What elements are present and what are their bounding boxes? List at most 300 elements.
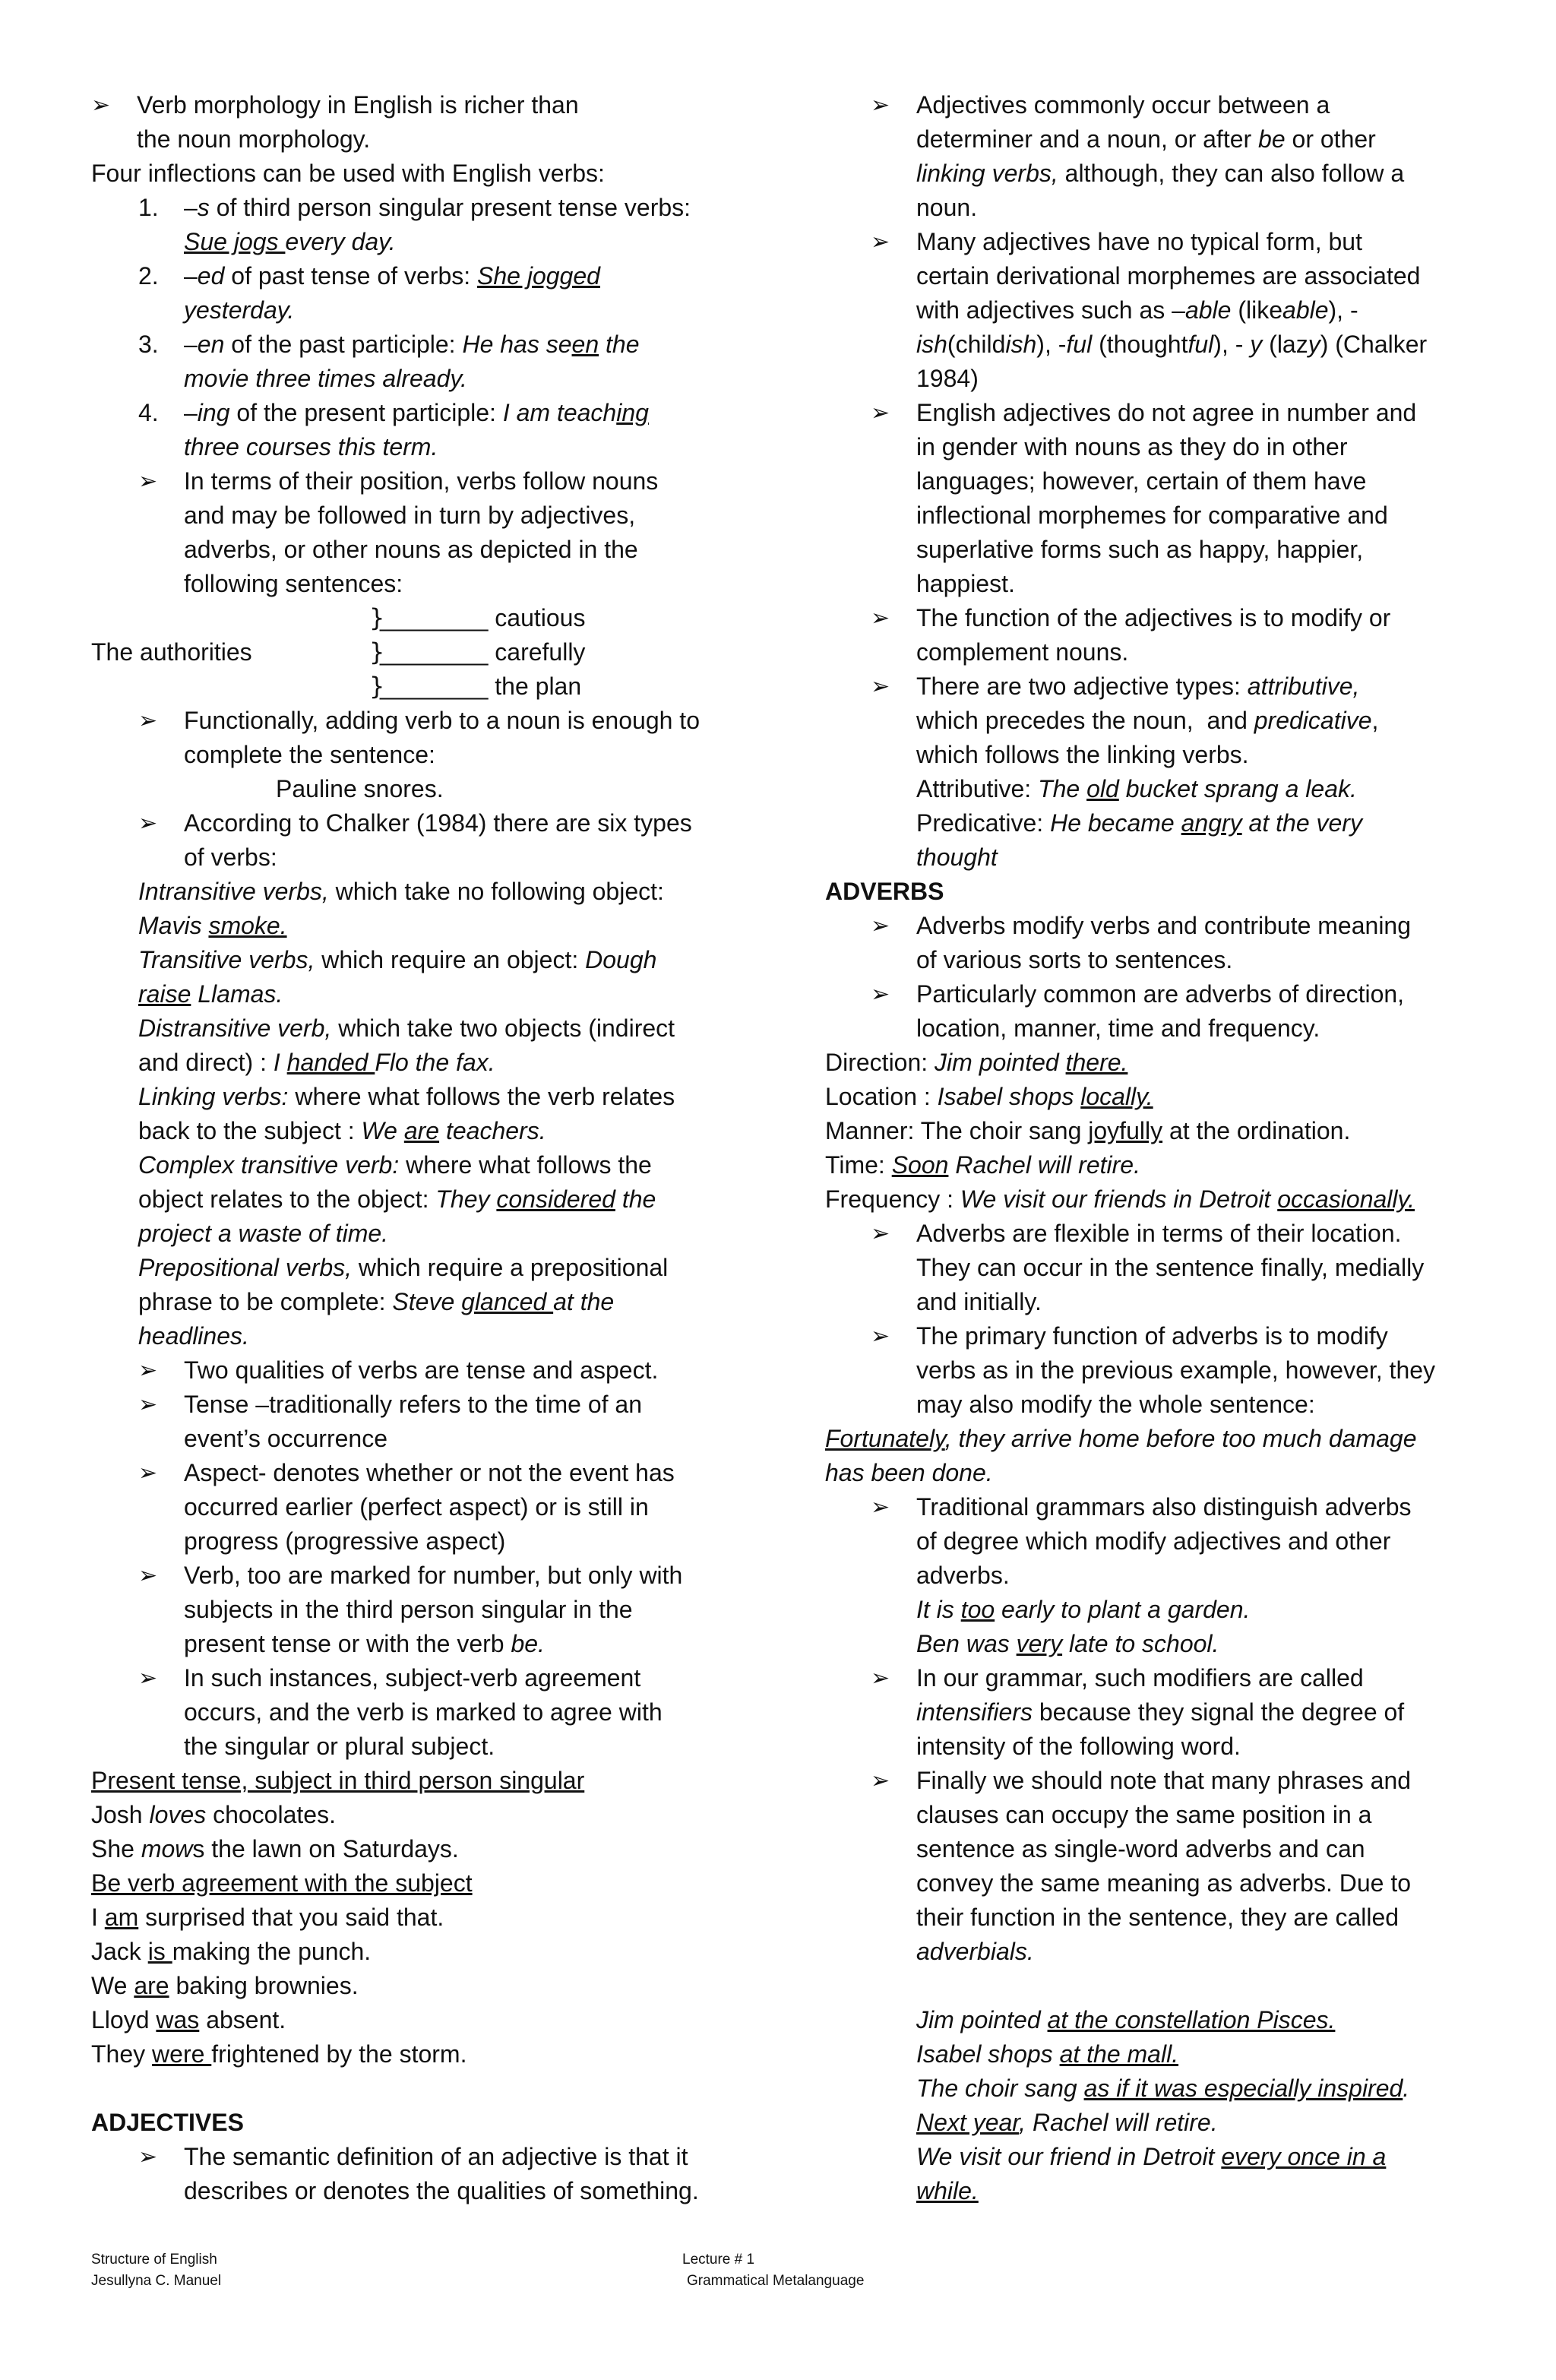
text-run: their function in the sentence, they are called [916,1904,1399,1931]
footer-topic: Grammatical Metalanguage [687,2273,865,2289]
text-run: Distransitive verb, [138,1014,332,1042]
text-run: occasionally. [1277,1185,1415,1213]
text-run: of the past participle: [224,331,463,358]
text-run: I am teach [502,399,617,426]
bullet-adverbs-modify [916,909,1494,977]
text-run: We visit our friends in Detroit [960,1185,1278,1213]
frame-row-3: }________ the plan [369,672,582,701]
heading-adjectives: ADJECTIVES [91,2109,244,2136]
text-run: y [1250,331,1263,358]
inflection-item [138,328,775,396]
text-line [916,704,1494,738]
text-line [916,977,1494,1011]
text-run: Jim pointed [916,2006,1048,2033]
text-line [916,840,1494,875]
text-line [138,1319,775,1353]
text-run: Fortunately [825,1425,945,1452]
text-line [916,1285,1494,1319]
text-run: The [1038,775,1087,802]
text-run: Dough [585,946,657,973]
text-run: (thought [1092,331,1188,358]
inflections-intro: Four inflections can be used with English verbs: [91,160,605,187]
inflection-item [138,259,775,328]
text-run: Ben was [916,1630,1017,1657]
text-run: Particularly common are adverbs of direction, [916,980,1405,1008]
text-run: superlative forms such as happy, happier, [916,536,1364,563]
text-line [91,1935,775,1969]
text-run: s the lawn on Saturdays. [192,1835,459,1863]
text-run: – [184,194,198,221]
text-line: ➢ Aspect- denotes whether or not the event has [184,1459,675,1486]
text-run: languages; however, certain of them have [916,467,1367,495]
text-line [916,122,1494,157]
text-run: of various sorts to sentences. [916,946,1233,973]
text-run: The primary function of adverbs is to modify [916,1322,1388,1350]
bullet-adjective-definition [184,2140,775,2208]
bullet-tense-aspect [184,1353,775,1388]
text-run: thought [916,843,998,871]
text-run: considered [496,1185,615,1213]
text-run: We visit our friend in Detroit [916,2143,1222,2170]
text-line [916,2106,1494,2140]
text-line [916,1559,1494,1593]
text-line [916,1388,1494,1422]
text-line [916,1353,1494,1388]
text-line: describes or denotes the qualities of something. [184,2177,699,2204]
bullet-verb-position [184,464,775,601]
text-run: , Rachel will retire. [1019,2109,1218,2136]
text-run: where what follows the verb relates [288,1083,675,1110]
text-line: ➢ Two qualities of verbs are tense and aspect. [184,1356,659,1384]
text-line [825,1080,1494,1114]
text-run: intensity of the following word. [916,1733,1241,1760]
left-column [91,88,775,2208]
text-run: frightened by the storm. [211,2040,467,2068]
text-run: complement nouns. [916,638,1129,666]
heading-be-verb: Be verb agreement with the subject [91,1869,473,1897]
text-line [184,225,775,259]
text-line [916,1319,1494,1353]
text-run: en [197,331,225,358]
text-run: Jack [91,1938,148,1965]
text-run: 1984) [916,365,979,392]
text-line [916,396,1494,430]
footer-author: Jesullyna C. Manuel [91,2273,222,2289]
text-run: ), - [1036,331,1067,358]
text-run: of third person singular present tense verbs: [209,194,691,221]
text-run: Next year [916,2109,1020,2136]
text-run: convey the same meaning as adverbs. Due to [916,1869,1412,1897]
text-run: late to school. [1062,1630,1219,1657]
bullet-adverbials [916,1764,1494,1969]
text-run: early to plant a garden. [995,1596,1251,1623]
text-line [138,1251,775,1285]
text-run: was [156,2006,200,2033]
text-run: baking brownies. [169,1972,359,1999]
text-run: adverbs. [916,1562,1010,1589]
text-line [916,328,1494,362]
text-run: raise [138,980,191,1008]
text-run: where what follows the [399,1151,652,1179]
text-run: Llamas. [191,980,283,1008]
text-run: They can occur in the sentence finally, medially [916,1254,1425,1281]
text-line [91,1969,775,2003]
text-line [916,567,1494,601]
bullet-adverb-location [916,1217,1494,1319]
text-run: ful [1188,331,1214,358]
text-line: ➢ The semantic definition of an adjective is that it [184,2143,688,2170]
text-run: ed [197,262,225,290]
text-run: glanced [461,1288,554,1315]
item-number: 1. [138,194,159,221]
text-run: Time: [825,1151,892,1179]
text-run: making the punch. [172,1938,372,1965]
text-run: in gender with nouns as they do in other [916,433,1348,460]
text-line [916,1764,1494,1798]
verb-position-frame [91,601,775,704]
text-run: at the constellation Pisces. [1047,2006,1336,2033]
text-line [138,1080,775,1114]
text-line [916,806,1494,840]
text-run: back to the subject : [138,1117,362,1144]
text-line: ➢ Tense –traditionally refers to the time of an [184,1391,642,1418]
bullet-verb-morphology [137,88,775,157]
text-line [916,738,1494,772]
text-run: Adverbs are flexible in terms of their location. [916,1220,1402,1247]
inflection-item [138,396,775,464]
text-run: very [1016,1630,1063,1657]
text-run: three courses this term. [184,433,438,460]
text-run: Linking verbs: [138,1083,289,1110]
bullet-verb-types [184,806,775,875]
heading-present-tense: Present tense, subject in third person singular [91,1767,585,1794]
text-run: Location : [825,1083,938,1110]
text-run: which follows the linking verbs. [916,741,1249,768]
text-run: phrase to be complete: [138,1288,393,1315]
text-run: verbs as in the previous example, however, they [916,1356,1436,1384]
text-run: every once in a [1221,2143,1387,2170]
text-run: noun. [916,194,978,221]
text-run: ful [1066,331,1093,358]
text-run: Frequency : [825,1185,960,1213]
text-run: are [403,1117,440,1144]
text-run: ), - [1213,331,1251,358]
bullet-adverb-kinds [916,977,1494,1046]
text-line [91,2003,775,2037]
text-run: ish [1005,331,1037,358]
text-run: at the very [1241,809,1362,837]
text-run: with adjectives such as – [916,296,1185,324]
text-line [916,601,1494,635]
text-run: Transitive verbs, [138,946,315,973]
text-run: as if it was especially inspired [1083,2075,1403,2102]
text-run: predicative [1254,707,1372,734]
text-line: ➢ Verb morphology in English is richer than [137,91,579,119]
text-line: following sentences: [184,570,403,597]
text-run: Adjectives commonly occur between a [916,91,1330,119]
text-run: In our grammar, such modifiers are called [916,1664,1364,1692]
text-line [184,430,775,464]
text-run: certain derivational morphemes are associated [916,262,1421,290]
text-line [916,2003,1494,2037]
footer-course: Structure of English [91,2252,217,2268]
text-run: which precedes the noun, and [916,707,1254,734]
text-line [825,1182,1494,1217]
text-line [138,1285,775,1319]
text-line: the singular or plural subject. [184,1733,495,1760]
text-run: (child [947,331,1006,358]
text-run: loves [149,1801,207,1828]
text-line [91,2037,775,2071]
text-run: She jogged [477,262,600,290]
text-run: the [615,1185,656,1213]
text-line [916,498,1494,533]
text-line [138,977,775,1011]
text-run: while. [916,2177,979,2204]
text-line [916,259,1494,293]
text-line [138,1217,775,1251]
text-run: surprised that you said that. [138,1904,444,1931]
text-run: are [134,1972,169,1999]
text-run: there. [1065,1049,1128,1076]
text-line [184,293,775,328]
text-run: movie three times already. [184,365,467,392]
text-line: ➢ According to Chalker (1984) there are six types [184,809,692,837]
text-run: It is [916,1596,961,1623]
text-run: Isabel shops [937,1083,1081,1110]
text-line [916,1593,1494,1627]
text-line [916,1935,1494,1969]
text-run: Sue jogs [184,228,286,255]
text-run: of degree which modify adjectives and other [916,1527,1391,1555]
text-run: Predicative: [916,809,1051,837]
text-run: Attributive: [916,775,1039,802]
text-run: ing [616,399,649,426]
text-line [138,943,775,977]
text-run: headlines. [138,1322,249,1350]
text-line [91,1798,775,1832]
text-run: linking verbs, [916,160,1058,187]
text-run: Traditional grammars also distinguish adverbs [916,1493,1412,1521]
text-line: event’s occurrence [184,1425,387,1452]
text-run: Direction: [825,1049,935,1076]
item-number: 2. [138,262,159,290]
text-line [916,943,1494,977]
text-line [916,1730,1494,1764]
text-run: which take two objects (indirect [331,1014,675,1042]
frame-row-2: The authorities }________ carefully [91,635,775,669]
text-line [916,1661,1494,1695]
bullet-number: ➢ Verb, too are marked for number, but only with subjects in the third person singular in the present tense or with the verb be. [184,1559,775,1661]
text-run: He became [1050,809,1181,837]
text-run: project a waste of time. [138,1220,389,1247]
frame-word: the plan [495,673,582,700]
text-run: or other [1285,125,1376,153]
text-line [825,1422,1494,1456]
text-line [916,1695,1494,1730]
bullet-aspect [184,1456,775,1559]
text-line [916,533,1494,567]
frame-word: cautious [495,604,586,631]
text-run: I [91,1904,105,1931]
text-run: which require a prepositional [352,1254,669,1281]
text-line [916,669,1494,704]
text-run: en [571,331,599,358]
text-run: which require an object: [315,946,586,973]
text-line [825,1046,1494,1080]
text-run: ish [916,331,947,358]
text-run: clauses can occupy the same position in a [916,1801,1372,1828]
text-line [916,1832,1494,1866]
bullet-adverbs-degree [916,1490,1494,1661]
bullet-adjective-types [916,669,1494,875]
item-number: 3. [138,331,159,358]
text-line [825,1456,1494,1490]
text-run: y [1308,331,1320,358]
bullet-adjective-agreement [916,396,1494,601]
adverb-examples [825,1046,1494,1217]
text-run: bucket sprang a leak. [1118,775,1357,802]
text-run: object relates to the object: [138,1185,436,1213]
text-line [138,1182,775,1217]
text-line: of verbs: [184,843,277,871]
bullet-adjective-position [916,88,1494,225]
text-run: has been done. [825,1459,993,1486]
text-run: Lloyd [91,2006,157,2033]
text-line [916,1490,1494,1524]
text-run: be [1258,125,1286,153]
text-run: mow [141,1835,193,1863]
text-line [916,909,1494,943]
text-line [916,1217,1494,1251]
text-line: ➢ In terms of their position, verbs follow nouns [184,467,659,495]
text-run: which take no following object: [328,878,664,905]
inflection-list [138,191,775,464]
text-line [138,1114,775,1148]
text-line [825,1148,1494,1182]
text-line: occurred earlier (perfect aspect) or is still in [184,1493,649,1521]
text-run: attributive, [1247,673,1360,700]
text-run: The function of the adjectives is to modify or [916,604,1391,631]
text-run: Prepositional verbs, [138,1254,353,1281]
text-line [916,635,1494,669]
text-run: , they arrive home before too much damage [944,1425,1417,1452]
present-tense-examples [91,1798,775,1866]
text-line [138,1148,775,1182]
text-line [916,1901,1494,1935]
bullet-adjective-form [916,225,1494,396]
text-run: The choir sang [916,2075,1084,2102]
text-run: were [152,2040,212,2068]
text-line [184,328,775,362]
text-run: Finally we should note that many phrases and [916,1767,1412,1794]
text-run: teachers. [439,1117,546,1144]
text-run: inflectional morphemes for comparative and [916,502,1388,529]
text-run: too [960,1596,995,1623]
verb-types-list [138,875,775,1353]
text-run: and direct) : [138,1049,274,1076]
sentence-adverb-example [825,1422,1494,1490]
text-run: Rachel will retire. [948,1151,1140,1179]
text-run: angry [1181,809,1242,837]
bullet-tense [184,1388,775,1456]
text-run: although, they can also follow a [1058,160,1405,187]
text-run: handed [286,1049,375,1076]
text-run: Isabel shops [916,2040,1060,2068]
text-run: I [273,1049,287,1076]
text-run: able [1282,296,1329,324]
bullet-agreement [184,1661,775,1764]
text-line [184,396,775,430]
bullet-adjective-function [916,601,1494,669]
text-line [138,875,775,909]
text-line: occurs, and the verb is marked to agree with [184,1698,663,1726]
text-line [184,191,775,225]
text-run: of past tense of verbs: [224,262,478,290]
text-line [916,2140,1494,2174]
text-run: adverbials. [916,1938,1034,1965]
frame-row-1: }________ cautious [369,603,586,632]
text-run: . [1403,2075,1410,2102]
frame-subject: The authorities [91,638,252,666]
text-run: Mavis [138,912,209,939]
text-line [916,1251,1494,1285]
text-line: complete the sentence: [184,741,435,768]
text-line [825,1114,1494,1148]
text-line [138,1046,775,1080]
text-run: There are two adjective types: [916,673,1248,700]
footer-right [682,2249,864,2292]
text-run: – [184,331,198,358]
text-line [184,362,775,396]
text-line [91,1901,775,1935]
bullet-intensifiers [916,1661,1494,1764]
text-run: Many adjectives have no typical form, but [916,228,1362,255]
text-run: location, manner, time and frequency. [916,1014,1320,1042]
text-line [916,1524,1494,1559]
text-run: They [435,1185,497,1213]
text-run: Jim pointed [935,1049,1066,1076]
text-run: Soon [891,1151,949,1179]
text-run: – [184,262,198,290]
text-run: yesterday. [184,296,295,324]
text-run: Adverbs modify verbs and contribute meaning [916,912,1412,939]
text-line [916,2071,1494,2106]
text-run: He has se [462,331,572,358]
text-run: (like [1231,296,1283,324]
text-run: Flo the fax. [375,1049,495,1076]
text-line [916,157,1494,191]
frame-word: carefully [495,638,586,666]
text-run: happiest. [916,570,1015,597]
text-run: They [91,2040,153,2068]
text-run: determiner and a noun, or after [916,125,1259,153]
text-run: , [1371,707,1379,734]
text-run: We [361,1117,404,1144]
text-line [916,1866,1494,1901]
text-run: ing [197,399,230,426]
text-line [916,191,1494,225]
text-run: joyfully [1088,1117,1163,1144]
text-run: at the [553,1288,615,1315]
adverbial-examples [916,2003,1494,2208]
text-run: able [1184,296,1232,324]
text-line [138,909,775,943]
bullet-functional [184,704,775,772]
text-line [916,362,1494,396]
text-run: every day. [285,228,396,255]
text-run: am [104,1904,139,1931]
